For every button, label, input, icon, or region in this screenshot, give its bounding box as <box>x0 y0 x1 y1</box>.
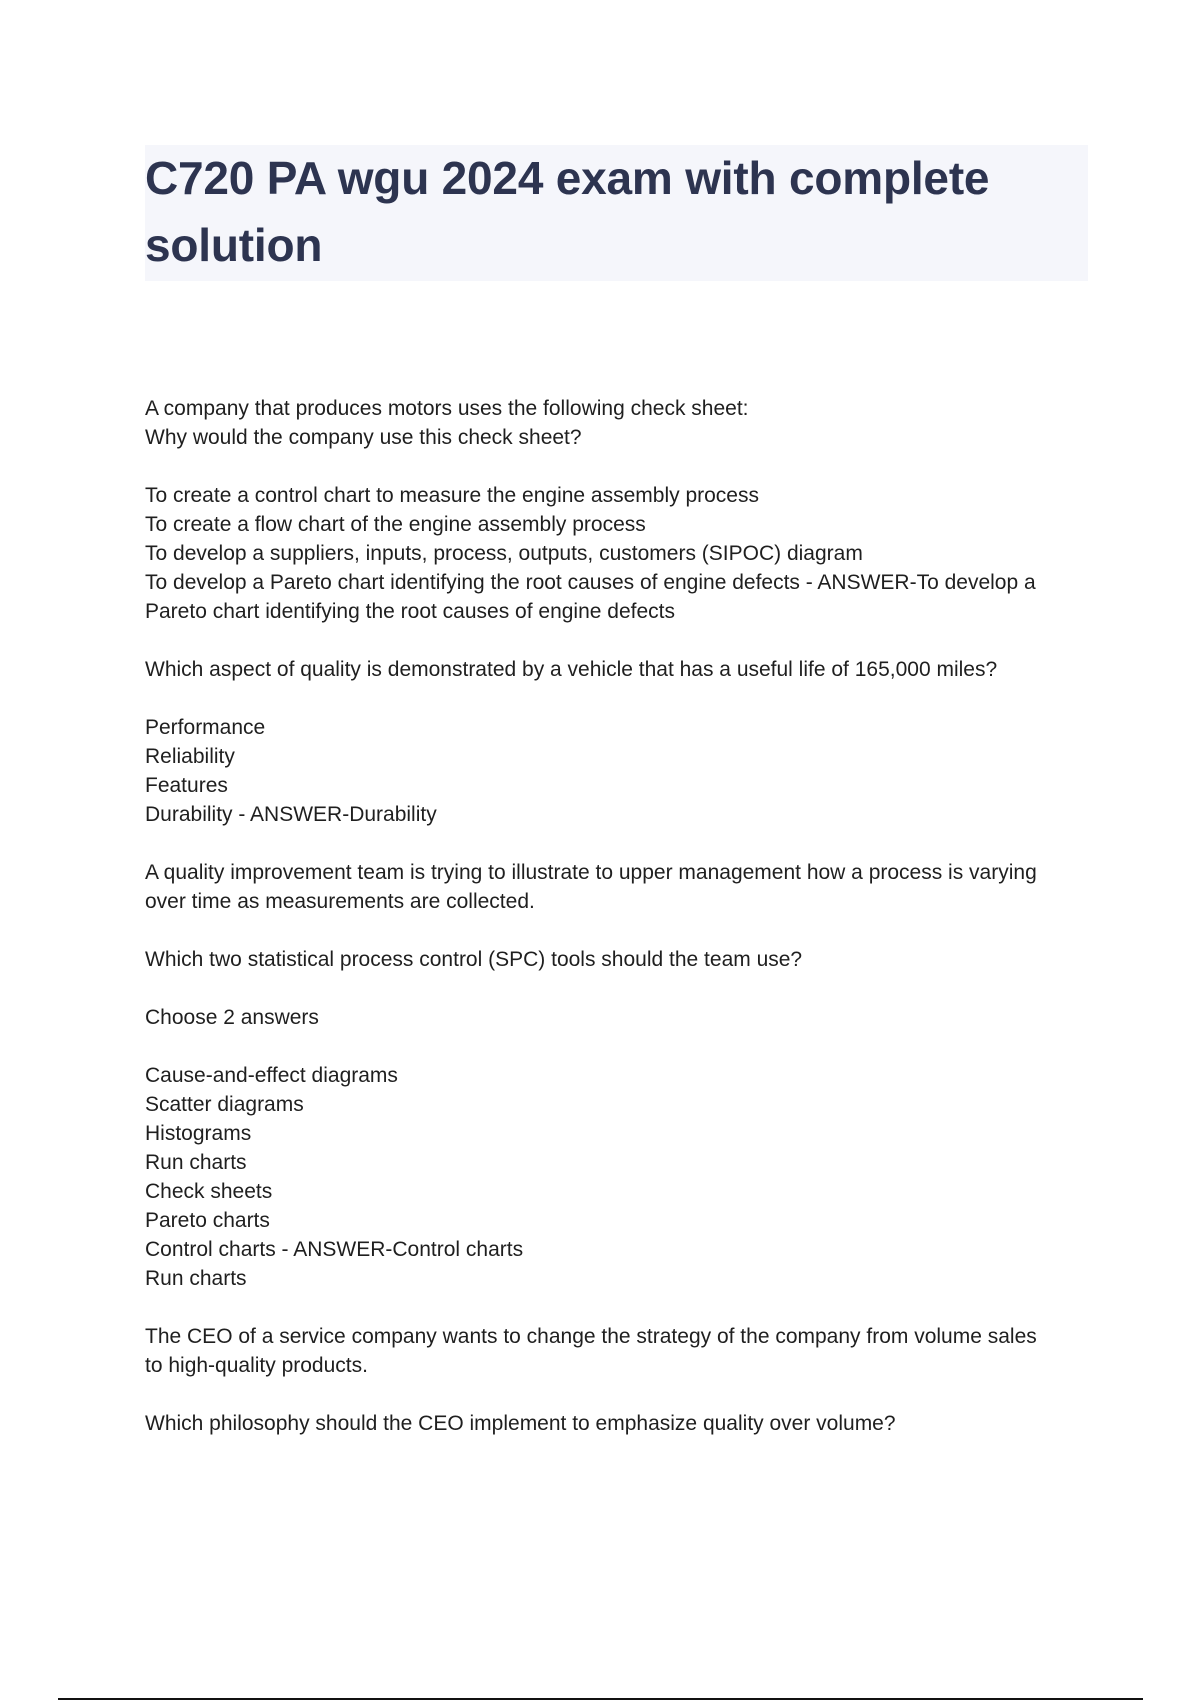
q3-option: Check sheets <box>145 1180 273 1203</box>
document-title <box>145 145 1088 279</box>
q1-stem-line-1: A company that produces motors uses the following check sheet: <box>145 397 749 420</box>
q1-option-answer-cont: Pareto chart identifying the root causes of engine defects <box>145 600 675 623</box>
title-line-1: C720 PA wgu 2024 exam with complete <box>145 152 990 204</box>
q3-option: Run charts <box>145 1151 247 1174</box>
q1-stem-line-2: Why would the company use this check sheet? <box>145 426 582 449</box>
spacer <box>145 1380 1095 1409</box>
q4-stem-line-2: to high-quality products. <box>145 1354 368 1377</box>
q3-option: Scatter diagrams <box>145 1093 304 1116</box>
q3-option-answer: Control charts - ANSWER-Control charts <box>145 1238 524 1261</box>
spacer <box>145 452 1095 481</box>
spacer <box>145 684 1095 713</box>
spacer <box>145 916 1095 945</box>
q1-option-answer: To develop a Pareto chart identifying the root causes of engine defects - ANSWER-To develop a <box>145 571 1036 594</box>
q3-option: Pareto charts <box>145 1209 270 1232</box>
q2-option: Reliability <box>145 745 235 768</box>
q2-question: Which aspect of quality is demonstrated by a vehicle that has a useful life of 165,000 miles? <box>145 658 998 681</box>
q3-option: Cause-and-effect diagrams <box>145 1064 398 1087</box>
q3-question: Which two statistical process control (SPC) tools should the team use? <box>145 948 803 971</box>
q3-instruction: Choose 2 answers <box>145 1006 319 1029</box>
document-body <box>145 394 1095 1438</box>
q4-stem-line-1: The CEO of a service company wants to change the strategy of the company from volume sales <box>145 1325 1037 1348</box>
q2-option: Features <box>145 774 228 797</box>
spacer <box>145 974 1095 1003</box>
spacer <box>145 626 1095 655</box>
q3-option: Histograms <box>145 1122 252 1145</box>
q1-option: To create a control chart to measure the engine assembly process <box>145 484 759 507</box>
q4-question: Which philosophy should the CEO implement to emphasize quality over volume? <box>145 1412 896 1435</box>
q2-option: Performance <box>145 716 266 739</box>
q2-option-answer: Durability - ANSWER-Durability <box>145 803 437 826</box>
spacer <box>145 1293 1095 1322</box>
title-line-2: solution <box>145 219 323 271</box>
spacer <box>145 1032 1095 1061</box>
q3-stem-line-1: A quality improvement team is trying to illustrate to upper management how a process is varying <box>145 861 1037 884</box>
spacer <box>145 829 1095 858</box>
q1-option: To develop a suppliers, inputs, process, outputs, customers (SIPOC) diagram <box>145 542 863 565</box>
q1-option: To create a flow chart of the engine assembly process <box>145 513 646 536</box>
q3-option: Run charts <box>145 1267 247 1290</box>
q3-stem-line-2: over time as measurements are collected. <box>145 890 535 913</box>
title-banner <box>145 145 1088 281</box>
